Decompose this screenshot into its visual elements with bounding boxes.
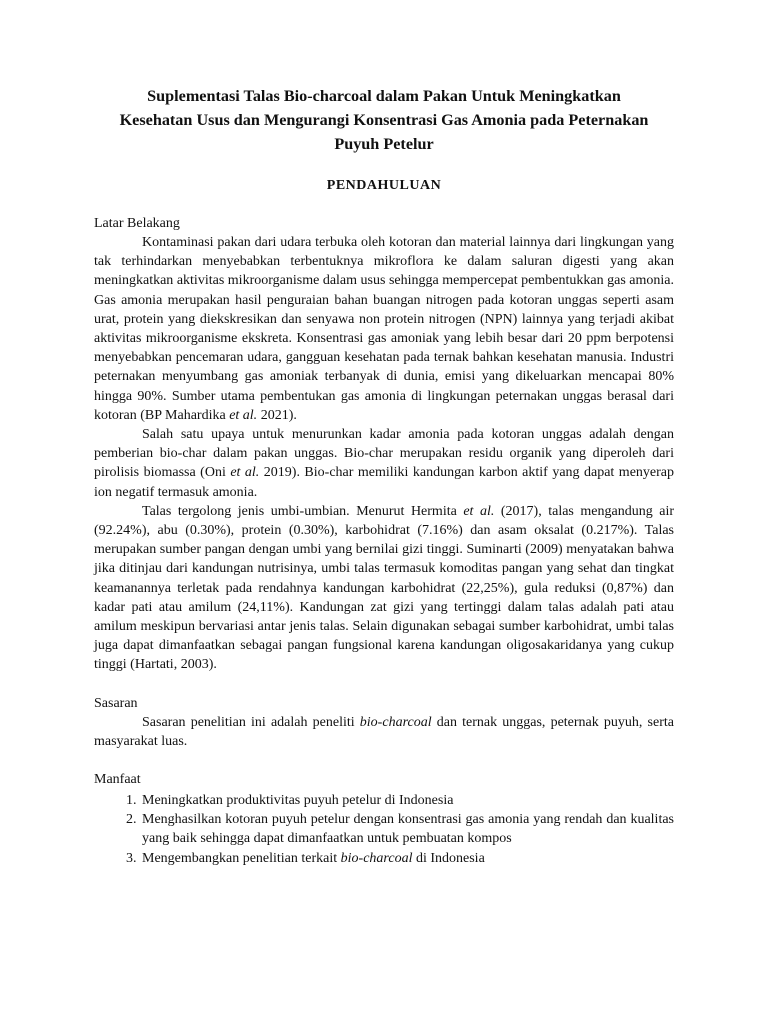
list-item: 1. Meningkatkan produktivitas puyuh petelur di Indonesia bbox=[140, 791, 674, 810]
document-title: Suplementasi Talas Bio-charcoal dalam Pakan Untuk Meningkatkan Kesehatan Usus dan Mengurangi Konsentrasi Gas Amonia pada Peternakan Puyuh Petelur bbox=[119, 87, 649, 153]
paragraph-3: Talas tergolong jenis umbi-umbian. Menurut Hermita et al. (2017), talas mengandung air (92.24%), abu (0.30%), protein (0.30%), karbohidrat (7.16%) dan asam oksalat (0.217%). Talas merupakan sumber pangan dengan umbi yang bernilai gizi tinggi. Suminarti (2009) menyatakan bahwa jika ditinjau dari kandungan nutrisinya, umbi talas termasuk komoditas pangan yang sehat dan tingkat keamanannya terletak pada rendahnya kandungan karbohidrat (22,25%), gula reduksi (0,87%) dan kadar pati atau amilum (24,11%). Kandungan zat gizi yang tertinggi dalam talas adalah pati atau amilum meskipun bervariasi antar jenis talas. Selain digunakan sebagai sumber karbohidrat, umbi talas juga dapat dimanfaatkan sebagai pangan fungsional karena kandungan oligosakaridanya yang cukup tinggi (Hartati, 2003). bbox=[94, 503, 675, 673]
latar-belakang-label: Latar Belakang bbox=[94, 216, 180, 231]
sasaran-label: Sasaran bbox=[94, 695, 138, 711]
paragraph-1: Kontaminasi pakan dari udara terbuka oleh kotoran dan material lainnya dari lingkungan yang tak terhindarkan menyebabkan terbentuknya mikroflora ke dalam saluran digesti yang akan meningkatkan aktivitas mikroorganisme dalam usus sehingga mempercepat pembentukkan gas amonia. Gas amonia merupakan hasil penguraian bahan buangan nitrogen pada kotoran unggas seperti asam urat, protein yang diekskresikan dan senyawa non protein nitrogen (NPN) lainnya yang terjadi akibat aktivitas mikroorganisme ekskreta. Konsentrasi gas amoniak yang lebih besar dari 20 ppm berpotensi menyebabkan pencemaran udara, gangguan kesehatan pada ternak bahkan kesehatan manusia. Industri peternakan menyumbang gas amoniak terbanyak di dunia, emisi yang dikeluarkan mencapai 80% hingga 90%. Sumber utama pembentukan gas amonia di lingkungan peternakan unggas berasal dari kotoran (BP Mahardika et al. 2021). bbox=[94, 235, 674, 423]
paragraph-2: Salah satu upaya untuk menurunkan kadar amonia pada kotoran unggas adalah dengan pemberian bio-char dalam pakan unggas. Bio-char merupakan residu organik yang diperoleh dari pirolisis biomassa (Oni et al. 2019). Bio-char memiliki kandungan karbon aktif yang dapat menyerap ion negatif termasuk amonia. bbox=[94, 427, 674, 500]
list-item: 3. Mengembangkan penelitian terkait bio-charcoal di Indonesia bbox=[140, 849, 674, 868]
list-item: 2. Menghasilkan kotoran puyuh petelur dengan konsentrasi gas amonia yang rendah dan kualitas yang baik sehingga dapat dimanfaatkan untuk pembuatan kompos bbox=[140, 810, 674, 848]
section-heading: PENDAHULUAN bbox=[326, 178, 442, 193]
manfaat-list bbox=[94, 791, 674, 868]
sasaran-paragraph: Sasaran penelitian ini adalah peneliti bio-charcoal dan ternak unggas, peternak puyuh, serta masyarakat luas. bbox=[94, 714, 674, 749]
manfaat-label: Manfaat bbox=[94, 772, 141, 788]
